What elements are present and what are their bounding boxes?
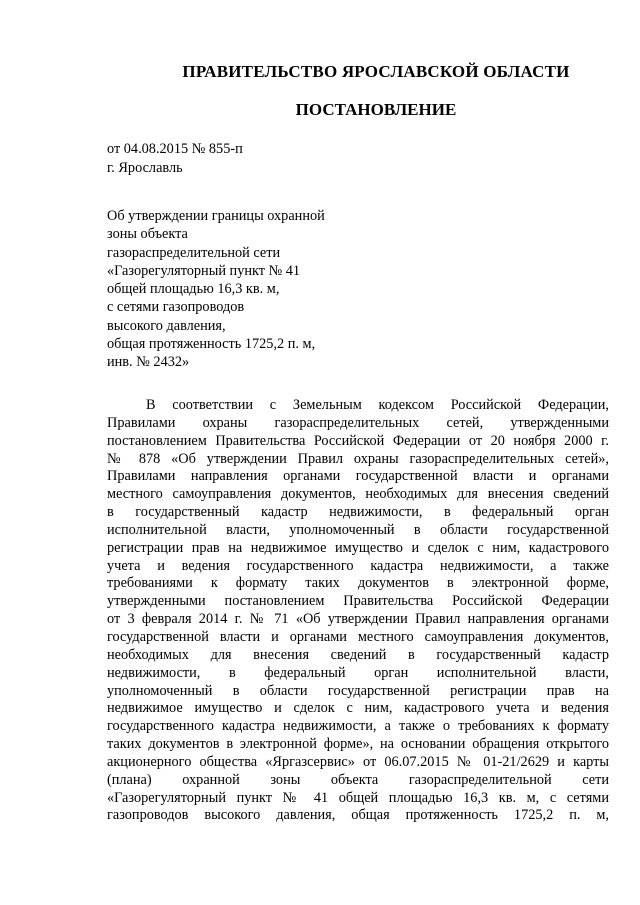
city: г. Ярославль	[107, 160, 183, 176]
body-line: таких документов в электронной форме», на основании обращения открытого	[107, 736, 609, 753]
body-line: Правилами направления органами государственной власти и органами	[107, 468, 609, 485]
government-title: ПРАВИТЕЛЬСТВО ЯРОСЛАВСКОЙ ОБЛАСТИ	[182, 62, 570, 81]
body-line: требованиями к формату таких документов в электронной форме,	[107, 575, 609, 592]
document-type-title: ПОСТАНОВЛЕНИЕ	[295, 100, 457, 119]
body-paragraph	[107, 397, 609, 825]
body-line: в государственный кадастр недвижимости, в федеральный орган	[107, 504, 609, 521]
subject-line: Об утверждении границы охранной	[107, 208, 325, 224]
subject-line: высокого давления,	[107, 317, 226, 334]
subject-line: общей площадью 16,3 кв. м,	[107, 281, 280, 298]
subject-line: газораспределительной сети	[107, 244, 281, 261]
body-line: регистрации прав на недвижимое имущество и сделок с ним, кадастрового	[107, 539, 609, 556]
body-line: недвижимое имущество и сделок с ним, кадастрового учета и ведения	[107, 700, 609, 717]
body-line: постановлением Правительства Российской Федерации от 20 ноября 2000 г.	[107, 432, 609, 449]
document-meta	[107, 140, 243, 178]
body-line: уполномоченный в области государственной регистрации прав на	[107, 682, 609, 699]
body-line: местного самоуправления документов, необходимых для внесения сведений	[107, 486, 609, 503]
body-line: акционерного общества «Яргазсервис» от 06.07.2015 № 01-21/2629 и карты	[107, 753, 609, 770]
subject-line: с сетями газопроводов	[107, 299, 245, 316]
subject-line: инв. № 2432»	[107, 354, 190, 371]
subject-line: зоны объекта	[107, 226, 188, 243]
body-line: учета и ведения государственного кадастра недвижимости, а также	[107, 557, 609, 574]
body-line: утвержденными постановлением Правительства Российской Федерации	[107, 593, 609, 610]
decree-subject	[107, 207, 325, 372]
body-line: № 878 «Об утверждении Правил охраны газораспределительных сетей»,	[107, 450, 609, 467]
body-line: В соответствии с Земельным кодексом Российской Федерации,	[146, 397, 609, 413]
body-line: Правилами охраны газораспределительных сетей, утвержденными	[107, 414, 609, 431]
body-line: от 3 февраля 2014 г. № 71 «Об утверждении Правил направления органами	[107, 611, 609, 628]
body-line: государственной власти и органами местного самоуправления документов,	[107, 628, 609, 645]
subject-line: общая протяженность 1725,2 п. м,	[107, 336, 316, 353]
body-line: (плана) охранной зоны объекта газораспределительной сети	[107, 771, 609, 788]
body-line: «Газорегуляторный пункт № 41 общей площадью 16,3 кв. м, с сетями	[107, 789, 609, 806]
subject-line: «Газорегуляторный пункт № 41	[107, 262, 301, 279]
body-line: исполнительной власти, уполномоченный в области государственной	[107, 521, 609, 538]
body-line: необходимых для внесения сведений в государственный кадастр	[107, 646, 609, 663]
body-line: государственного кадастра недвижимости, а также о требованиях к формату	[107, 718, 609, 735]
body-line: недвижимости, в федеральный орган исполнительной власти,	[107, 664, 609, 681]
date-number: от 04.08.2015 № 855-п	[107, 141, 243, 157]
body-line: газопроводов высокого давления, общая протяженность 1725,2 п. м,	[107, 807, 609, 824]
